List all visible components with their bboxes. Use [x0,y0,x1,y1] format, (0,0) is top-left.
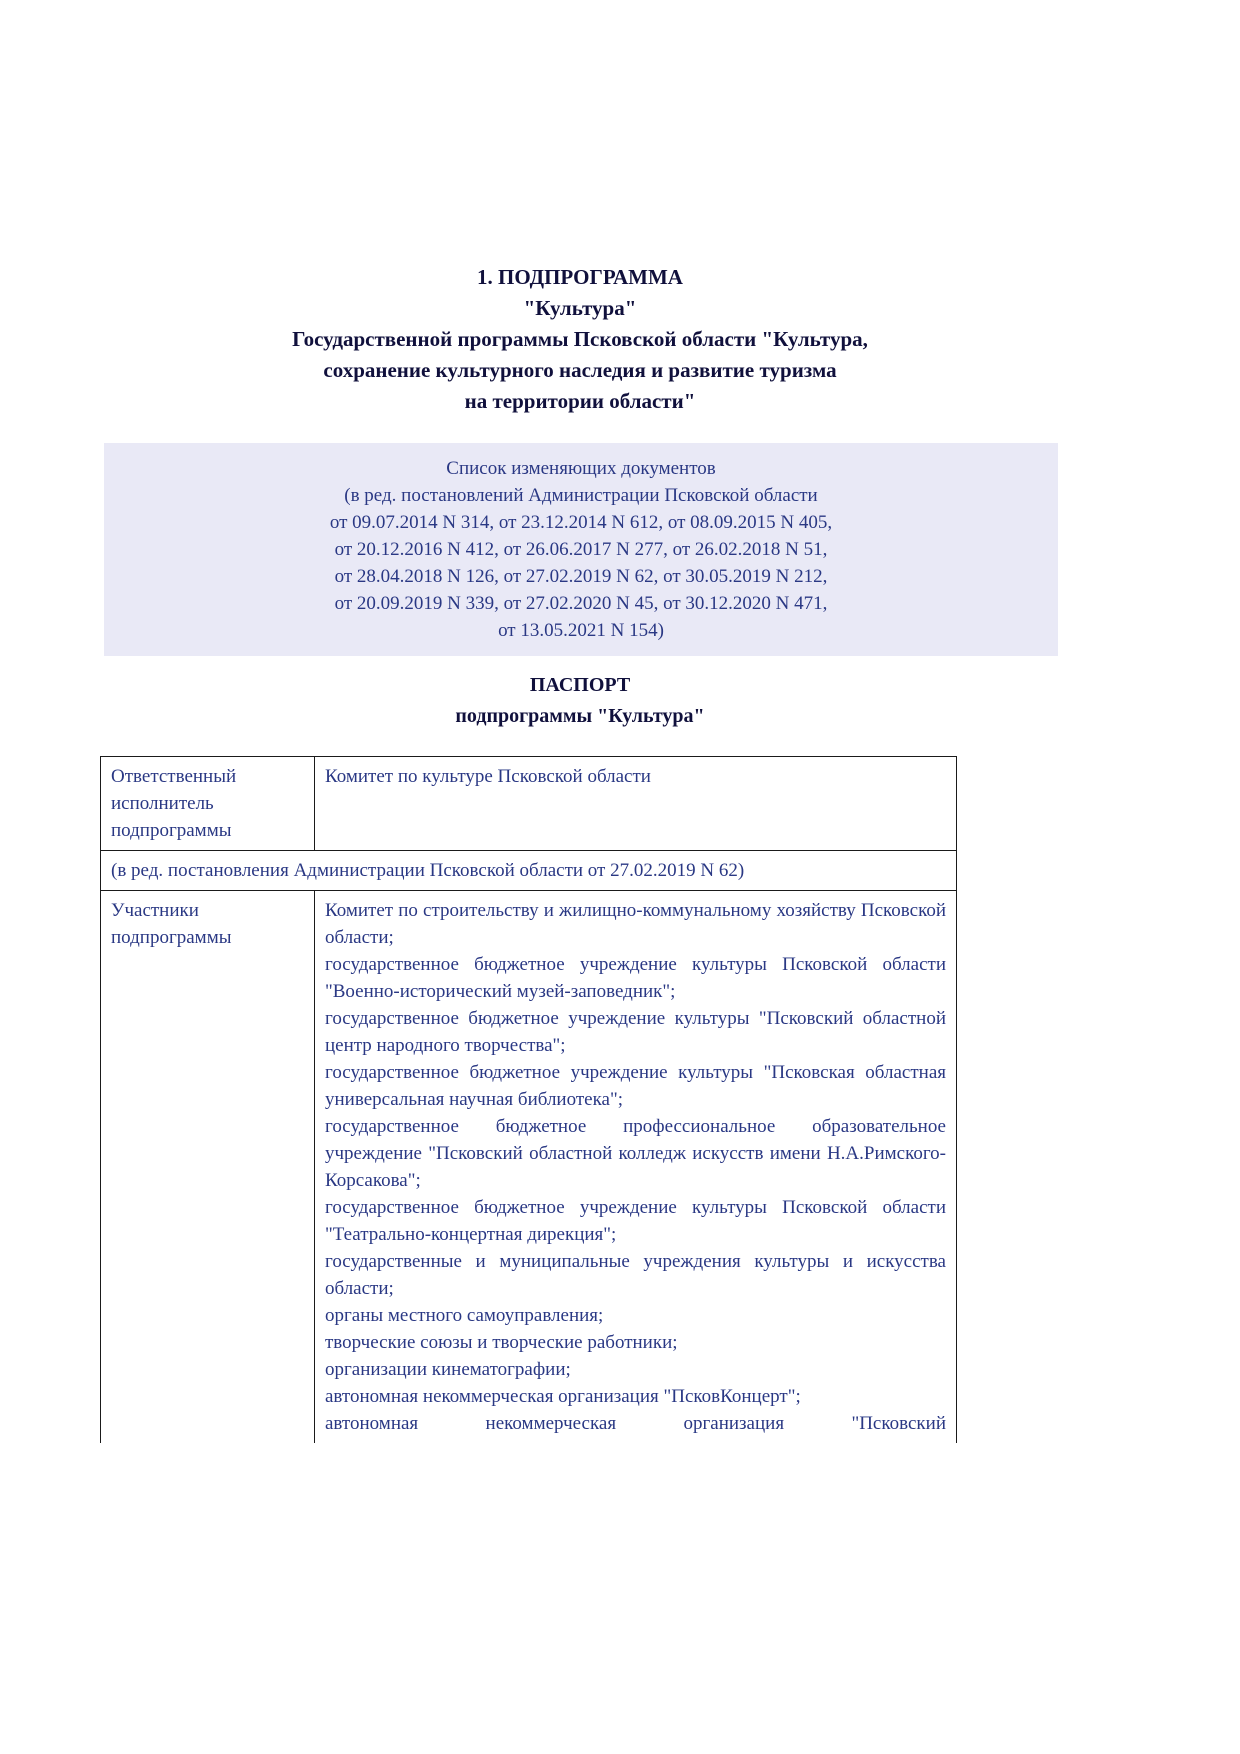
responsible-label-cell: Ответственный исполнитель подпрограммы [101,757,315,851]
document-title [100,262,1060,417]
passport-heading-line-2: подпрограммы "Культура" [455,705,705,727]
participants-label-cell: Участники подпрограммы [101,891,315,1444]
passport-heading [100,670,1060,732]
participant-item: государственное бюджетное учреждение культуры "Псковский областной центр народного творчества"; [325,1008,946,1056]
table-row-participants [101,891,957,1444]
amendments-line-5: от 28.04.2018 N 126, от 27.02.2019 N 62, от 30.05.2019 N 212, [334,566,828,587]
table-row-responsible [101,757,957,851]
participant-item: государственные и муниципальные учреждения культуры и искусства области; [325,1251,946,1299]
title-line-5: на территории области" [464,389,696,413]
passport-table [100,756,957,1443]
participant-item: автономная некоммерческая организация "ПсковКонцерт"; [325,1386,801,1407]
title-line-3: Государственной программы Псковской области "Культура, [292,327,868,351]
title-line-4: сохранение культурного наследия и развитие туризма [323,358,837,382]
participant-item: государственное бюджетное учреждение культуры "Псковская областная универсальная научная библиотека"; [325,1062,946,1110]
participant-item-cutoff: автономная некоммерческая организация "Псковский [325,1413,946,1434]
participant-item: Комитет по строительству и жилищно-коммунальному хозяйству Псковской области; [325,900,946,948]
title-line-1: 1. ПОДПРОГРАММА [477,265,683,289]
passport-heading-line-1: ПАСПОРТ [529,674,631,696]
amendments-line-2: (в ред. постановлений Администрации Псковской области [344,485,818,506]
participant-item: органы местного самоуправления; [325,1305,604,1326]
amendments-line-6: от 20.09.2019 N 339, от 27.02.2020 N 45, от 30.12.2020 N 471, [334,593,828,614]
participant-item: творческие союзы и творческие работники; [325,1332,678,1353]
participant-item: государственное бюджетное профессиональное образовательное учреждение "Псковский областной колледж искусств имени Н.А.Римского-Корсакова"; [325,1116,946,1191]
amendments-line-3: от 09.07.2014 N 314, от 23.12.2014 N 612, от 08.09.2015 N 405, [329,512,833,533]
title-line-2: "Культура" [523,296,637,320]
table-row-amendment-note [101,851,957,891]
amendments-box [104,443,1058,656]
amendments-line-7: от 13.05.2021 N 154) [498,620,664,641]
participant-item: государственное бюджетное учреждение культуры Псковской области "Военно-исторический музей-заповедник"; [325,954,946,1002]
amendment-note-cell: (в ред. постановления Администрации Псковской области от 27.02.2019 N 62) [101,851,957,891]
participant-item: организации кинематографии; [325,1359,571,1380]
participants-value-cell [315,891,957,1444]
amendments-line-1: Список изменяющих документов [446,458,716,479]
participant-item: государственное бюджетное учреждение культуры Псковской области "Театрально-концертная дирекция"; [325,1197,946,1245]
responsible-value-cell: Комитет по культуре Псковской области [315,757,957,851]
amendments-line-4: от 20.12.2016 N 412, от 26.06.2017 N 277, от 26.02.2018 N 51, [334,539,828,560]
